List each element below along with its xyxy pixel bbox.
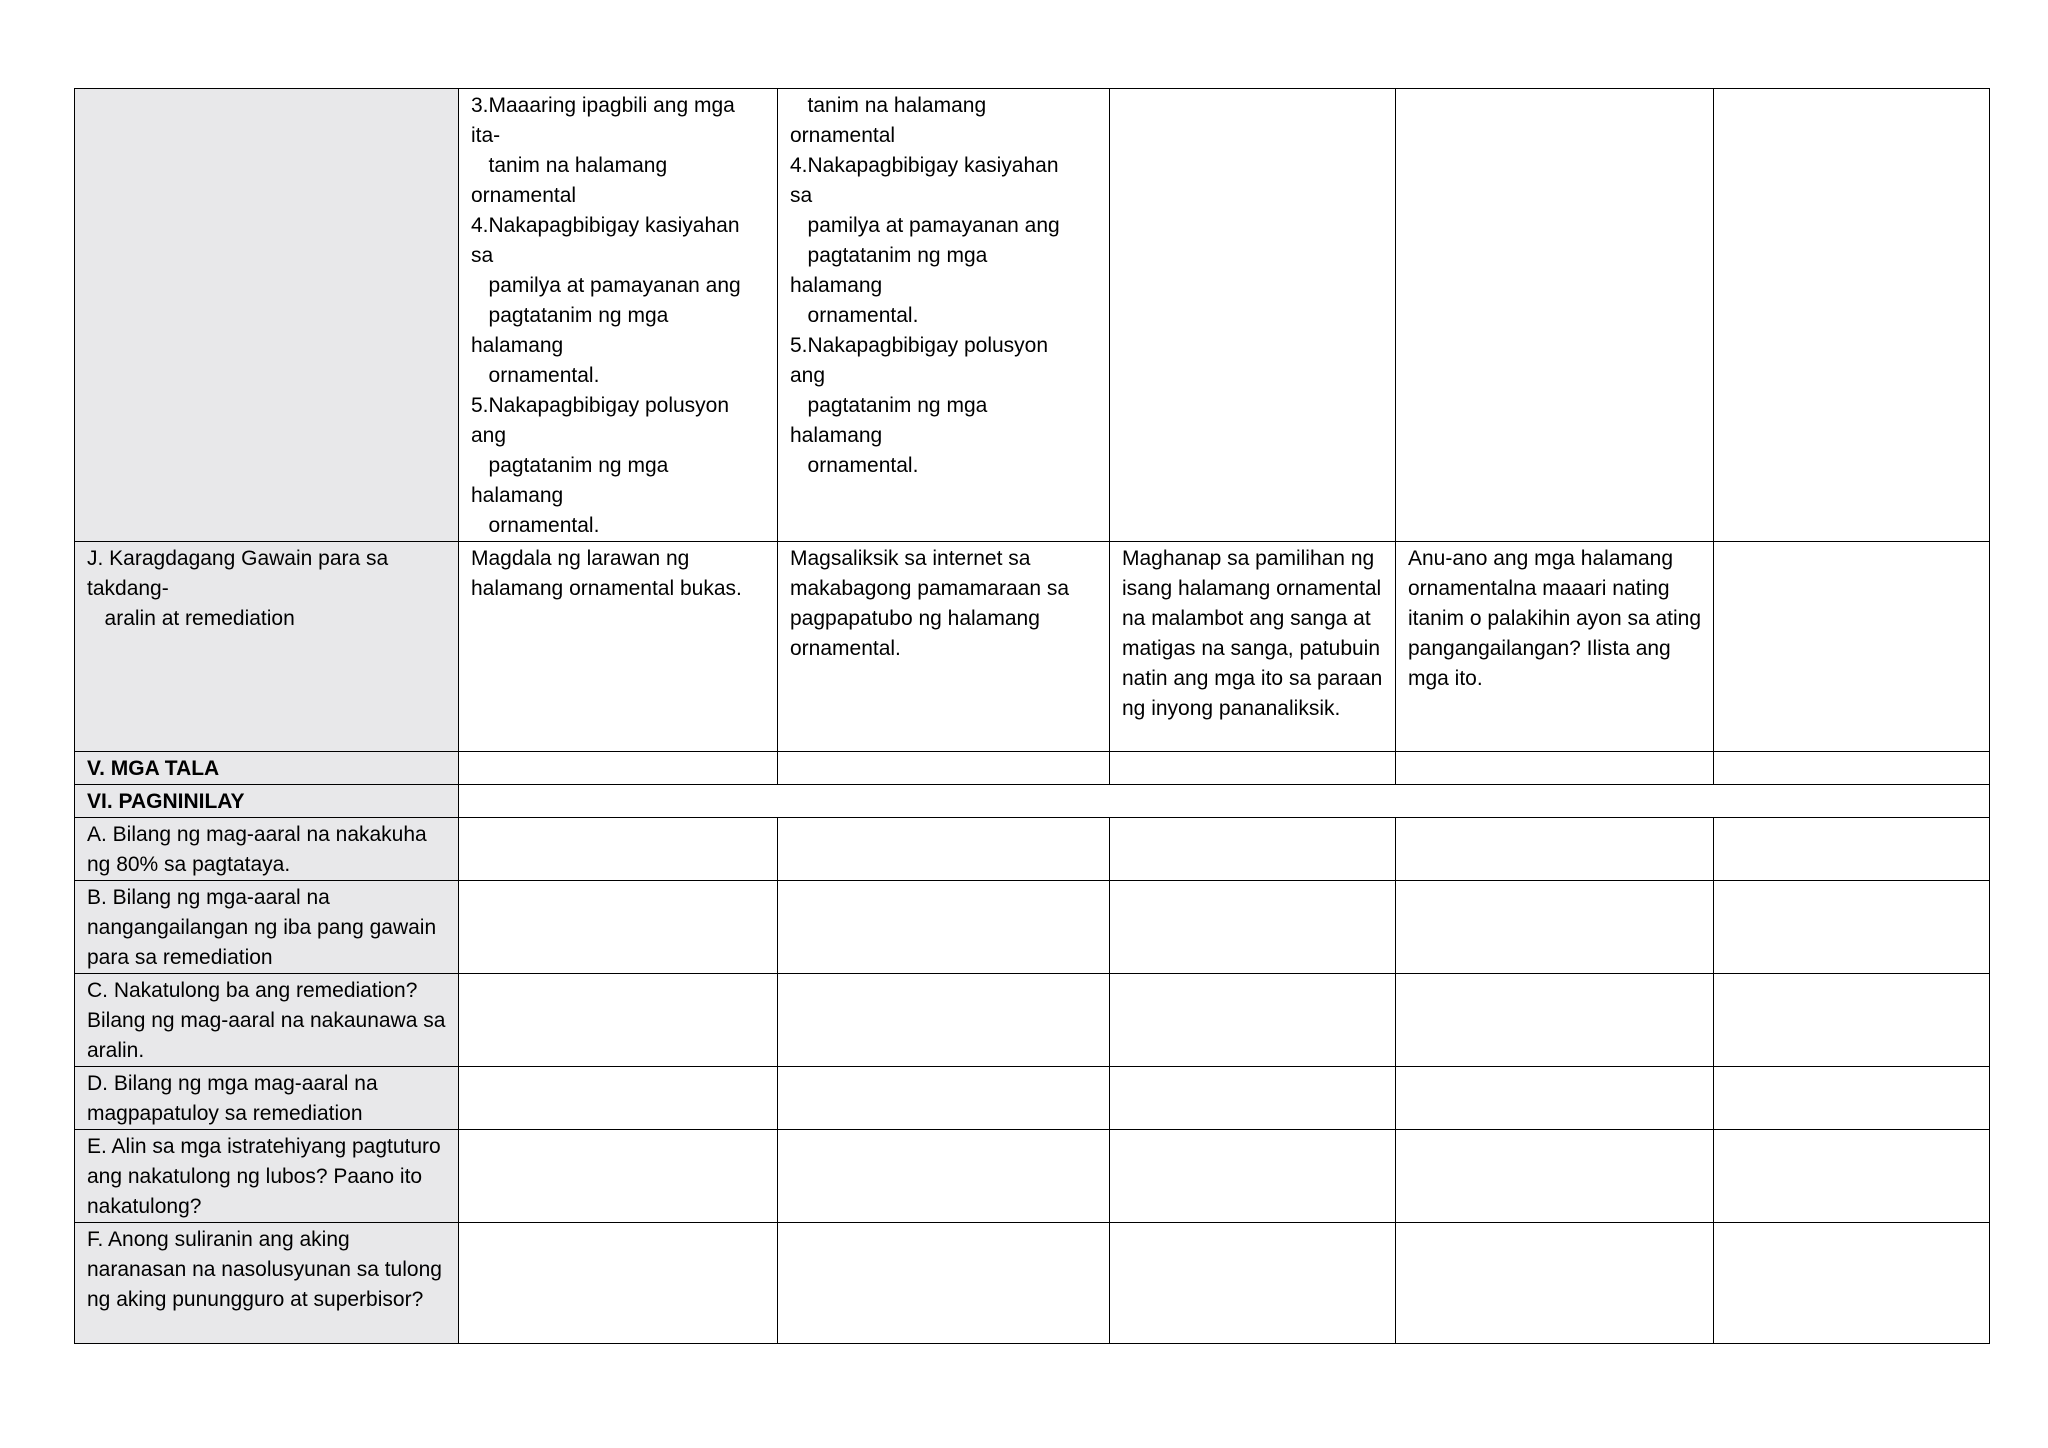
text-line: sa [471, 244, 494, 267]
text-line: tanim na halamang [790, 94, 987, 117]
row-label-c: C. Nakatulong ba ang remediation? Bilang ng mag-aaral na nakaunawa sa aralin. [75, 974, 459, 1067]
table-row-continuation [75, 89, 1990, 542]
continuation-col2-cell [778, 89, 1110, 542]
section-heading-pagninilay: VI. PAGNINILAY [75, 785, 459, 818]
text-line: 3.Maaaring ipagbili ang mga [471, 94, 735, 117]
text-line: halamang [471, 484, 564, 507]
row-label-b: B. Bilang ng mga-aaral na nangangailangan ng iba pang gawain para sa remediation [75, 881, 459, 974]
row-c-col2-cell [778, 974, 1110, 1067]
text-line: halamang [790, 274, 883, 297]
text-line: ang [790, 364, 826, 387]
text-line: pamilya at pamayanan ang [790, 214, 1060, 237]
row-label-f: F. Anong suliranin ang aking naranasan na nasolusyunan sa tulong ng aking punungguro at superbisor? [75, 1223, 459, 1344]
takdang-aralin-col5-cell [1714, 542, 1990, 752]
text-line: pamilya at pamayanan ang [471, 274, 741, 297]
text-line: takdang- [87, 577, 169, 600]
row-e-col1-cell [459, 1130, 778, 1223]
text-line: sa [790, 184, 813, 207]
row-d-col5-cell [1714, 1067, 1990, 1130]
row-d-col1-cell [459, 1067, 778, 1130]
text-line: pagtatanim ng mga [790, 244, 988, 267]
row-c-col4-cell [1396, 974, 1714, 1067]
text-line: ornamental. [790, 454, 919, 477]
row-e-col4-cell [1396, 1130, 1714, 1223]
mga-tala-col2-cell [778, 752, 1110, 785]
daily-lesson-log-table [74, 88, 1990, 1344]
pagninilay-merged-cell [459, 785, 1990, 818]
text-line: pagtatanim ng mga [471, 454, 669, 477]
row-e-col3-cell [1110, 1130, 1396, 1223]
continuation-col5-cell [1714, 89, 1990, 542]
text-line: halamang [471, 334, 564, 357]
row-b-col4-cell [1396, 881, 1714, 974]
section-heading-mga-tala: V. MGA TALA [75, 752, 459, 785]
text-line: J. Karagdagang Gawain para sa [87, 547, 389, 570]
table-row-e [75, 1130, 1990, 1223]
text-line: 4.Nakapagbibigay kasiyahan [790, 154, 1059, 177]
takdang-aralin-col4-cell: Anu-ano ang mga halamang ornamentalna maaari nating itanim o palakihin ayon sa ating pangangailangan? Ilista ang mga ito. [1396, 542, 1714, 752]
row-b-col2-cell [778, 881, 1110, 974]
row-c-col5-cell [1714, 974, 1990, 1067]
table-row-mga-tala [75, 752, 1990, 785]
table-row-takdang-aralin [75, 542, 1990, 752]
row-a-col1-cell [459, 818, 778, 881]
row-e-col5-cell [1714, 1130, 1990, 1223]
mga-tala-col3-cell [1110, 752, 1396, 785]
mga-tala-col1-cell [459, 752, 778, 785]
row-a-col5-cell [1714, 818, 1990, 881]
row-f-col1-cell [459, 1223, 778, 1344]
text-line: ornamental. [471, 364, 600, 387]
row-d-col4-cell [1396, 1067, 1714, 1130]
text-line: aralin at remediation [87, 607, 295, 630]
row-label-d: D. Bilang ng mga mag-aaral na magpapatuloy sa remediation [75, 1067, 459, 1130]
text-line: 5.Nakapagbibigay polusyon [471, 394, 730, 417]
text-line: ita- [471, 124, 501, 147]
row-f-col5-cell [1714, 1223, 1990, 1344]
continuation-col4-cell [1396, 89, 1714, 542]
row-a-col4-cell [1396, 818, 1714, 881]
row-c-col1-cell [459, 974, 778, 1067]
text-line: ornamental [471, 184, 577, 207]
text-line: halamang [790, 424, 883, 447]
table-row-a [75, 818, 1990, 881]
text-line: 5.Nakapagbibigay polusyon [790, 334, 1049, 357]
takdang-aralin-col3-cell: Maghanap sa pamilihan ng isang halamang ornamental na malambot ang sanga at matigas na sanga, patubuin natin ang mga ito sa paraan ng inyong pananaliksik. [1110, 542, 1396, 752]
row-a-col3-cell [1110, 818, 1396, 881]
row-f-col3-cell [1110, 1223, 1396, 1344]
row-f-col2-cell [778, 1223, 1110, 1344]
takdang-aralin-col2-cell: Magsaliksik sa internet sa makabagong pamamaraan sa pagpapatubo ng halamang ornamental. [778, 542, 1110, 752]
text-line: ang [471, 424, 507, 447]
row-label-takdang-aralin [75, 542, 459, 752]
text-line: ornamental. [790, 304, 919, 327]
continuation-col1-cell [459, 89, 778, 542]
continuation-col3-cell [1110, 89, 1396, 542]
text-line: 4.Nakapagbibigay kasiyahan [471, 214, 740, 237]
table-row-d [75, 1067, 1990, 1130]
table-row-c [75, 974, 1990, 1067]
row-f-col4-cell [1396, 1223, 1714, 1344]
mga-tala-col5-cell [1714, 752, 1990, 785]
row-c-col3-cell [1110, 974, 1396, 1067]
text-line: pagtatanim ng mga [790, 394, 988, 417]
row-d-col2-cell [778, 1067, 1110, 1130]
row-a-col2-cell [778, 818, 1110, 881]
table-row-b [75, 881, 1990, 974]
mga-tala-col4-cell [1396, 752, 1714, 785]
text-line: ornamental [790, 124, 896, 147]
row-label-e: E. Alin sa mga istratehiyang pagtuturo ang nakatulong ng lubos? Paano ito nakatulong? [75, 1130, 459, 1223]
text-line: tanim na halamang [471, 154, 668, 177]
row-d-col3-cell [1110, 1067, 1396, 1130]
row-label-a: A. Bilang ng mag-aaral na nakakuha ng 80% sa pagtataya. [75, 818, 459, 881]
row-e-col2-cell [778, 1130, 1110, 1223]
takdang-aralin-col1-cell: Magdala ng larawan ng halamang ornamental bukas. [459, 542, 778, 752]
text-line: pagtatanim ng mga [471, 304, 669, 327]
text-line: ornamental. [471, 514, 600, 537]
table-row-pagninilay [75, 785, 1990, 818]
row-b-col3-cell [1110, 881, 1396, 974]
row-b-col1-cell [459, 881, 778, 974]
row-label-cell-empty [75, 89, 459, 542]
table-row-f [75, 1223, 1990, 1344]
row-b-col5-cell [1714, 881, 1990, 974]
